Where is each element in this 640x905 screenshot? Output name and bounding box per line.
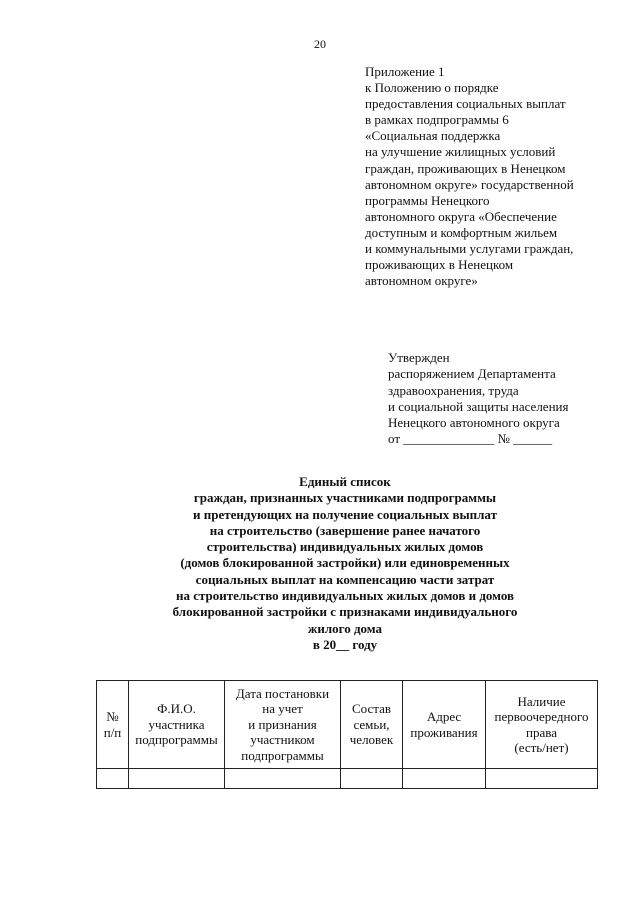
table-header-row	[97, 681, 598, 769]
appendix-line: автономном округе»	[365, 273, 478, 289]
citizens-table	[96, 680, 598, 789]
page-number: 20	[314, 37, 326, 51]
appendix-line: Приложение 1	[365, 64, 445, 79]
document-title	[100, 474, 590, 653]
table-cell	[97, 769, 129, 789]
approval-line: от ______________ № ______	[388, 431, 553, 447]
column-header-family-size: Состав семьи, человек	[341, 681, 403, 769]
column-header-number: № п/п	[97, 681, 129, 769]
appendix-line: автономном округе» государственной	[365, 176, 574, 192]
column-header-full-name: Ф.И.О. участника подпрограммы	[129, 681, 225, 769]
approval-line: Утвержден	[388, 350, 450, 365]
appendix-line: и коммунальными услугами граждан,	[365, 241, 574, 257]
appendix-line: автономного округа «Обеспечение	[365, 208, 557, 224]
approval-line: распоряжением Департамента	[388, 366, 556, 382]
table-cell	[129, 769, 225, 789]
title-line: на строительство (завершение ранее начатого	[209, 522, 481, 538]
approval-line: и социальной защиты населения	[388, 398, 569, 414]
column-header-address: Адрес проживания	[403, 681, 486, 769]
appendix-line: на улучшение жилищных условий	[365, 144, 556, 160]
table-row	[97, 769, 598, 789]
title-line: граждан, признанных участниками подпрограммы	[193, 490, 497, 506]
title-line: социальных выплат на компенсацию части затрат	[195, 571, 495, 587]
approval-line: здравоохранения, труда	[388, 382, 519, 398]
title-line: строительства) индивидуальных жилых домов	[206, 539, 484, 555]
appendix-line: в рамках подпрограммы 6	[365, 112, 509, 128]
title-line: и претендующих на получение социальных выплат	[193, 506, 497, 522]
appendix-line: «Социальная поддержка	[365, 128, 501, 144]
approval-line: Ненецкого автономного округа	[388, 415, 560, 431]
table-cell	[341, 769, 403, 789]
table-cell	[486, 769, 598, 789]
approval-block	[388, 350, 618, 448]
table-cell	[403, 769, 486, 789]
title-line: на строительство индивидуальных жилых домов и домов	[175, 588, 515, 604]
column-header-registration-date: Дата постановки на учет и признания участником подпрограммы	[225, 681, 341, 769]
title-line: (домов блокированной застройки) или единовременных	[180, 555, 510, 571]
table-cell	[225, 769, 341, 789]
title-line: Единый список	[299, 474, 391, 489]
appendix-line: к Положению о порядке	[365, 80, 499, 96]
appendix-line: программы Ненецкого	[365, 192, 490, 208]
appendix-line: предоставления социальных выплат	[365, 96, 566, 112]
title-line: блокированной застройки с признаками индивидуального	[172, 604, 518, 620]
title-line: жилого дома	[307, 620, 383, 636]
title-line: в 20__ году	[312, 636, 378, 652]
appendix-line: граждан, проживающих в Ненецком	[365, 160, 566, 176]
appendix-line: проживающих в Ненецком	[365, 257, 514, 273]
column-header-priority-right: Наличие первоочередного права (есть/нет)	[486, 681, 598, 769]
appendix-note	[365, 64, 605, 289]
appendix-line: доступным и комфортным жильем	[365, 224, 558, 240]
